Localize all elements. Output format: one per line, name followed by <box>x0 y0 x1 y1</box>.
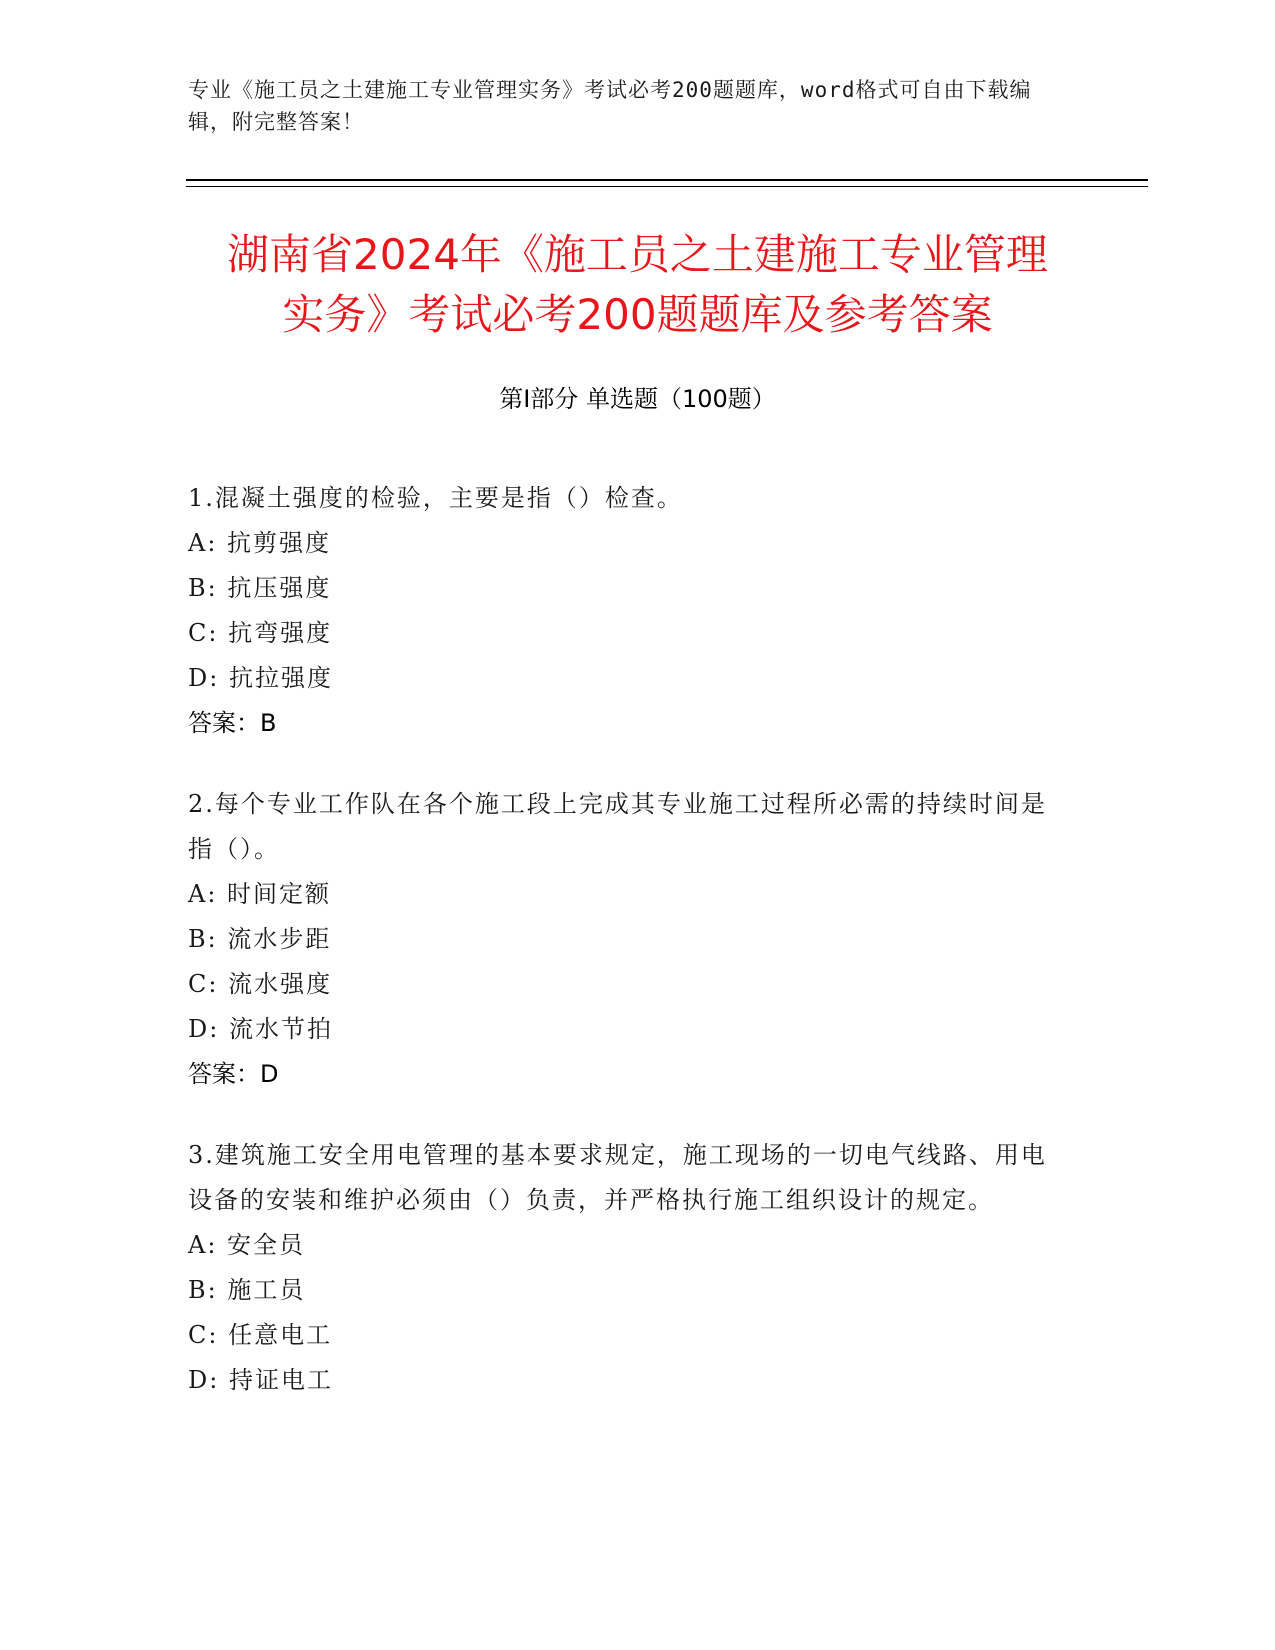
section-title: 第I部分 单选题（100题） <box>499 385 776 413</box>
question-stem: 2.每个专业工作队在各个施工段上完成其专业施工过程所必需的持续时间是指（）。 <box>188 790 1047 863</box>
option-d: D: 抗拉强度 <box>188 664 333 692</box>
answer-line: 答案：D <box>188 1060 279 1088</box>
option-b: B: 抗压强度 <box>188 574 332 602</box>
header-rule-thick <box>186 179 1148 181</box>
document-title-line-1: 湖南省2024年《施工员之土建施工专业管理 <box>227 230 1048 279</box>
question-stem: 3.建筑施工安全用电管理的基本要求规定，施工现场的一切电气线路、用电设备的安装和维护必须由（）负责，并严格执行施工组织设计的规定。 <box>188 1141 1047 1214</box>
option-c: C: 流水强度 <box>188 970 333 998</box>
option-a: A: 安全员 <box>188 1231 306 1259</box>
option-a: A: 时间定额 <box>188 880 332 908</box>
option-d: D: 流水节拍 <box>188 1015 333 1043</box>
option-c: C: 任意电工 <box>188 1321 333 1349</box>
question-stem: 1.混凝土强度的检验，主要是指（）检查。 <box>188 484 683 512</box>
header-note: 专业《施工员之土建施工专业管理实务》考试必考200题题库，word格式可自由下载编辑，附完整答案！ <box>188 78 1032 134</box>
option-b: B: 施工员 <box>188 1276 306 1304</box>
option-d: D: 持证电工 <box>188 1366 333 1394</box>
question-2 <box>188 782 1068 1097</box>
document-title <box>150 225 1125 345</box>
document-title-line-2: 实务》考试必考200题题库及参考答案 <box>282 290 993 339</box>
option-c: C: 抗弯强度 <box>188 619 333 647</box>
option-a: A: 抗剪强度 <box>188 529 332 557</box>
answer-line: 答案：B <box>188 709 277 737</box>
question-1 <box>188 476 1068 746</box>
question-3 <box>188 1133 1068 1403</box>
header-rule-thin <box>186 186 1148 187</box>
option-b: B: 流水步距 <box>188 925 332 953</box>
question-list <box>188 476 1068 1403</box>
